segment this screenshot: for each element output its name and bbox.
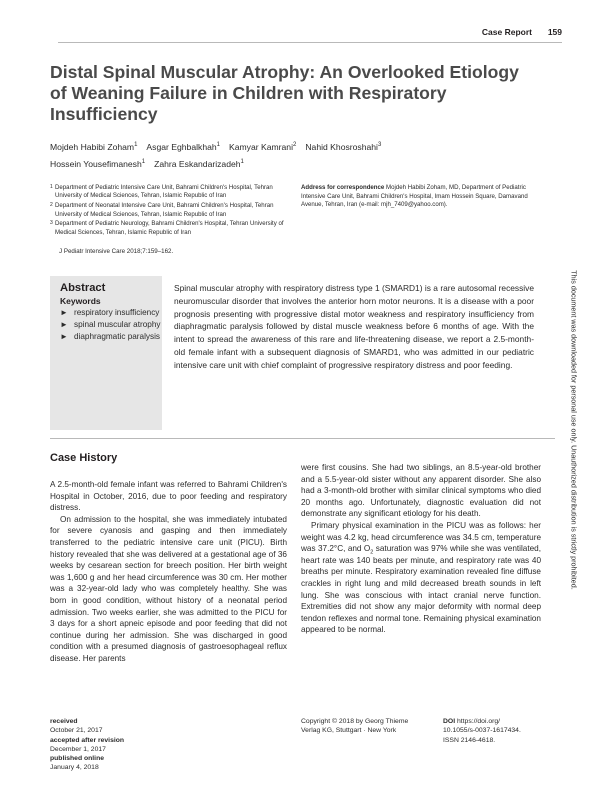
published-label: published online xyxy=(50,755,104,763)
accepted-date: December 1, 2017 xyxy=(50,745,106,753)
author-list xyxy=(50,139,530,173)
doi-id: 10.1055/s-0037-1617434. xyxy=(443,727,521,735)
author-name: Nahid Khosroshahi$^3$ xyxy=(305,142,382,152)
copyright: Copyright © 2018 by Georg Thieme Verlag KG, Stuttgart · New York xyxy=(301,718,409,735)
abstract-title: Abstract xyxy=(60,282,106,294)
issn: ISSN 2146-4618. xyxy=(443,736,496,744)
keyword-item: ► spinal muscular atrophy xyxy=(60,319,162,331)
body-column-left xyxy=(50,479,287,665)
doi-link[interactable]: https://doi.org/ xyxy=(456,718,501,725)
arrow-right-icon: ► xyxy=(60,308,68,317)
header-rule xyxy=(58,42,562,43)
received-label: received xyxy=(50,718,78,725)
published-date: January 4, 2018 xyxy=(50,764,99,772)
correspondence-text: Mojdeh Habibi Zoham, MD, Department of Pediatric Intensive Care Unit, Bahrami Children's Hospital, Imam Hossein Square, Damavand Avenue, Tehran, Iran (e-mail: mjh_7409@yahoo.com). xyxy=(301,184,528,209)
affiliation-item: 1 Department of Pediatric Intensive Care Unit, Bahrami Children's Hospital, Tehran University of Medical Sciences, Tehran, Islamic Republic of Iran xyxy=(50,184,273,200)
author-name: Hossein Yousefimanesh$^1$ xyxy=(50,159,146,169)
section-divider xyxy=(50,438,555,439)
article-title: Distal Spinal Muscular Atrophy: An Overlooked Etiology of Weaning Failure in Children with Respiratory Insufficiency xyxy=(50,62,519,124)
correspondence-label: Address for correspondence xyxy=(301,184,385,191)
page-number: 159 xyxy=(547,27,562,37)
received-date: October 21, 2017 xyxy=(50,727,103,735)
body-column-right xyxy=(301,462,541,636)
body-paragraph: On admission to the hospital, she was immediately intubated for severe cyanosis and gasping and then immediately transferred to the pediatric intensive care unit (PICU). Birth history revealed that she was delivered at a gestational age of 36 weeks by cesarean section for breech position. Her birth weight was 1,600 g and her head circumference was 30 cm. Her mother was a 32-year-old lady who was completely healthy. She was born in good condition, without history of a neonatal period admission. Two weeks earlier, she was admitted to the PICU for 3 days for a short apneic episode and poor feeding that did not continue during her admission. She was discharged in good condition with a presumed diagnosis of gastroesophageal reflux disease. Her parents xyxy=(50,514,287,663)
doi-label: DOI xyxy=(443,718,456,725)
article-dates xyxy=(50,717,124,773)
keyword-item: ► respiratory insufficiency xyxy=(60,307,162,319)
accepted-label: accepted after revision xyxy=(50,736,125,744)
body-paragraph: A 2.5-month-old female infant was referred to Bahrami Children's Hospital in October, 2016, due to poor feeding and respiratory distress. xyxy=(50,480,287,513)
abstract-sidebar xyxy=(50,276,162,430)
section-label: Case Report xyxy=(481,27,532,37)
affiliation-item: 2 Department of Neonatal Intensive Care Unit, Bahrami Children's Hospital, Tehran University of Medical Sciences, Tehran, Islamic Republic of Iran xyxy=(50,202,274,218)
arrow-right-icon: ► xyxy=(60,332,68,342)
author-name: Zahra Eskandarizadeh$^1$ xyxy=(154,159,244,169)
correspondence xyxy=(301,184,551,210)
keywords-title: Keywords xyxy=(60,296,101,306)
author-name: Asgar Eghbalkhah$^1$ xyxy=(146,142,220,152)
author-name: Mojdeh Habibi Zoham$^1$ xyxy=(50,142,138,152)
keyword-list xyxy=(60,307,162,344)
affiliations xyxy=(50,184,288,239)
body-paragraph: Primary physical examination in the PICU was as follows: her weight was 4.2 kg, head circumference was 34.5 cm, temperature was 37.2°C, and $O_2$ saturation was 97% while she was ventilated, heart rate was 140 beats per minute, and respiratory rate was 40 breaths per minute. Respiratory examination revealed fine diffuse crackles in right lung and mild decreased breath sounds in left lung. She was conscious with intact cranial nerve function. Extremities did not show any major deformity with normal deep tendon reflexes and normal tone. Remaining physical examination appeared to be normal. xyxy=(301,520,541,635)
abstract-text: Spinal muscular atrophy with respiratory distress type 1 (SMARD1) is a rare autosomal recessive neuromuscular disorder that involves the anterior horn motor neurons. It is a disease with a poor prognosis presenting with progressive distal motor weakness and respiratory insufficiency from diaphragmatic paralysis followed by distal muscle weakness before 6 months of age. With the intent to spread the awareness of this rare and life-threatening disease, we report a 2.5-month-old female infant with a subsequent diagnosis of SMARD1, who was admitted in our pediatric intensive care unit with chief complaint of progressive respiratory distress and poor feeding. xyxy=(174,283,534,370)
arrow-right-icon: ► xyxy=(60,320,68,330)
body-paragraph: were first cousins. She had two siblings, an 8.5-year-old brother and a 5.5-year-old sister without any apparent disorder. She also had a 3-month-old brother with similar clinical symptoms who died 20 months ago. Unfortunately, diagnostic evaluation did not demonstrate any significant etiology for his death. xyxy=(301,463,541,519)
journal-citation: J Pediatr Intensive Care 2018;7:159–162. xyxy=(59,248,174,255)
author-name: Kamyar Kamrani$^2$ xyxy=(229,142,297,152)
case-history-heading: Case History xyxy=(50,452,118,464)
affiliation-item: 3 Department of Pediatric Neurology, Bahrami Children's Hospital, Tehran University of Medical Sciences, Tehran, Islamic Republic of Iran xyxy=(50,220,284,236)
doi-info xyxy=(443,717,521,745)
keyword-item: ► diaphragmatic paralysis xyxy=(60,331,162,343)
page-header xyxy=(0,0,600,44)
